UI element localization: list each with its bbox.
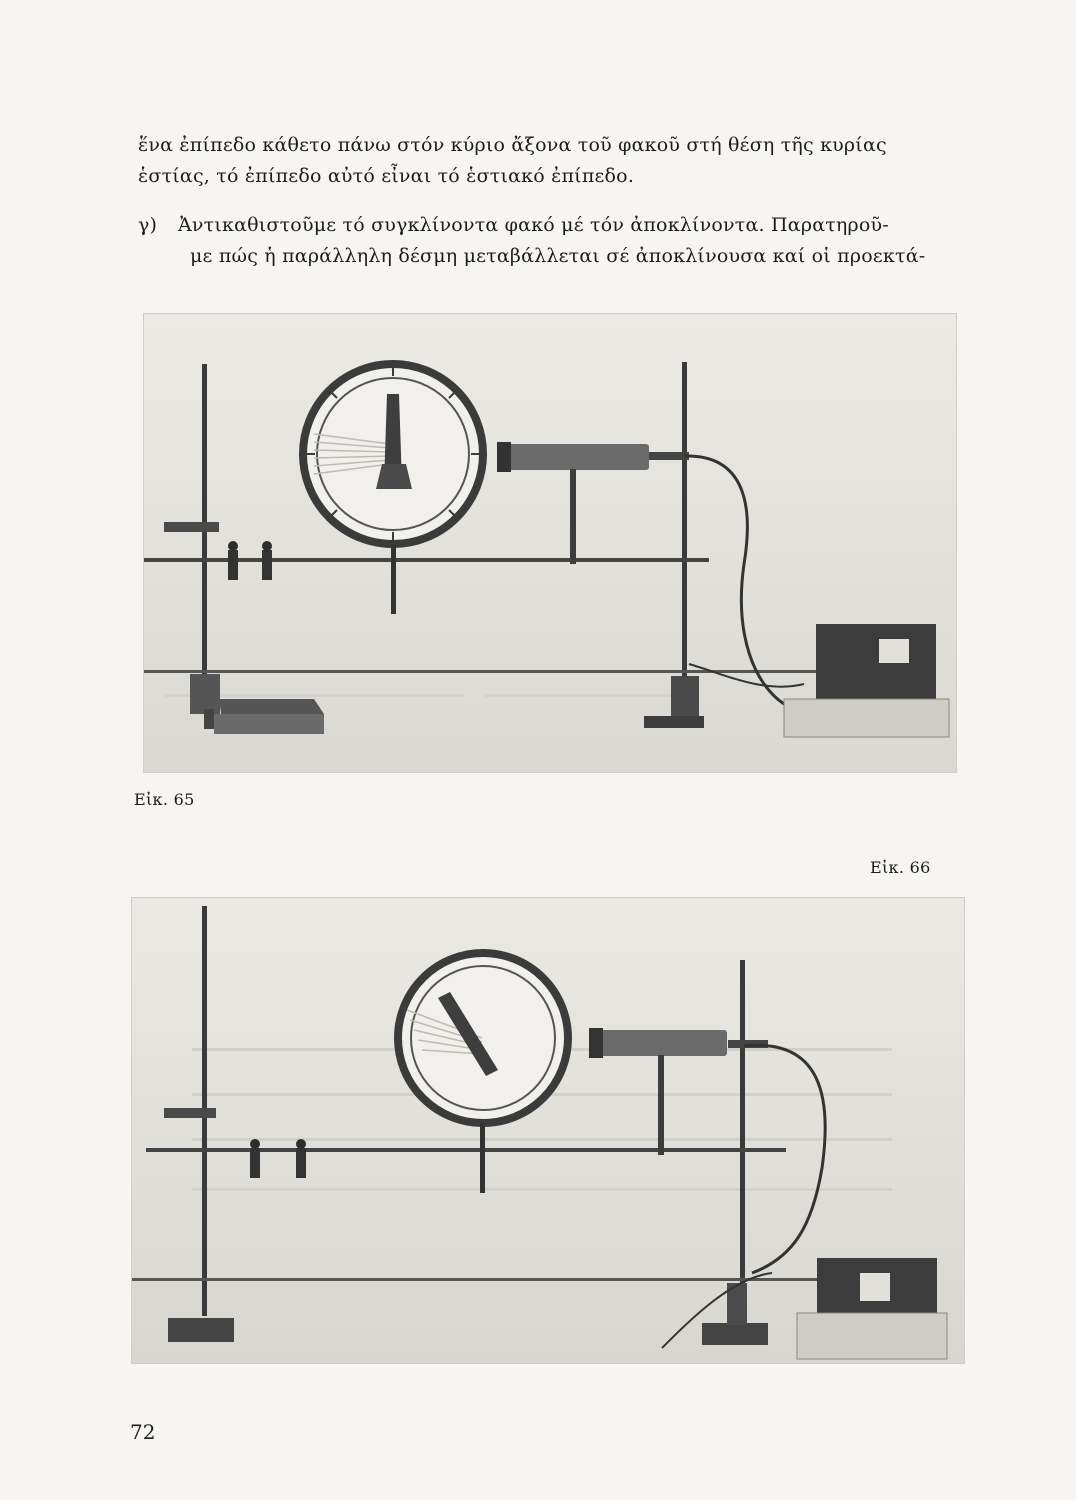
figure-66-photo: [131, 897, 965, 1364]
optics-apparatus-photo-66: [132, 898, 964, 1363]
optics-apparatus-photo-65: [144, 314, 956, 772]
text-line-1: ἕνα ἐπίπεδο κάθετο πάνω στόν κύριο ἄξονα τοῦ φακοῦ στή θέση τῆς κυρίας: [138, 134, 887, 156]
item-c-line-2: με πώς ἡ παράλληλη δέσμη μεταβάλλεται σέ ἀποκλίνουσα καί οἱ προεκτά-: [190, 245, 926, 267]
figure-65-photo: [143, 313, 957, 773]
item-c-line-1: Ἀντικαθιστοῦμε τό συγκλίνοντα φακό μέ τόν ἀποκλίνοντα. Παρατηροῦ-: [178, 214, 889, 236]
figure-66-caption: Εἰκ. 66: [870, 858, 931, 877]
text-line-2: ἑστίας, τό ἐπίπεδο αὐτό εἶναι τό ἑστιακό ἐπίπεδο.: [138, 165, 635, 187]
figure-65-caption: Εἰκ. 65: [134, 790, 195, 809]
body-text: [138, 130, 968, 272]
list-marker-c: γ): [138, 214, 158, 236]
page-number: 72: [130, 1420, 156, 1444]
list-item-c: [138, 210, 968, 272]
